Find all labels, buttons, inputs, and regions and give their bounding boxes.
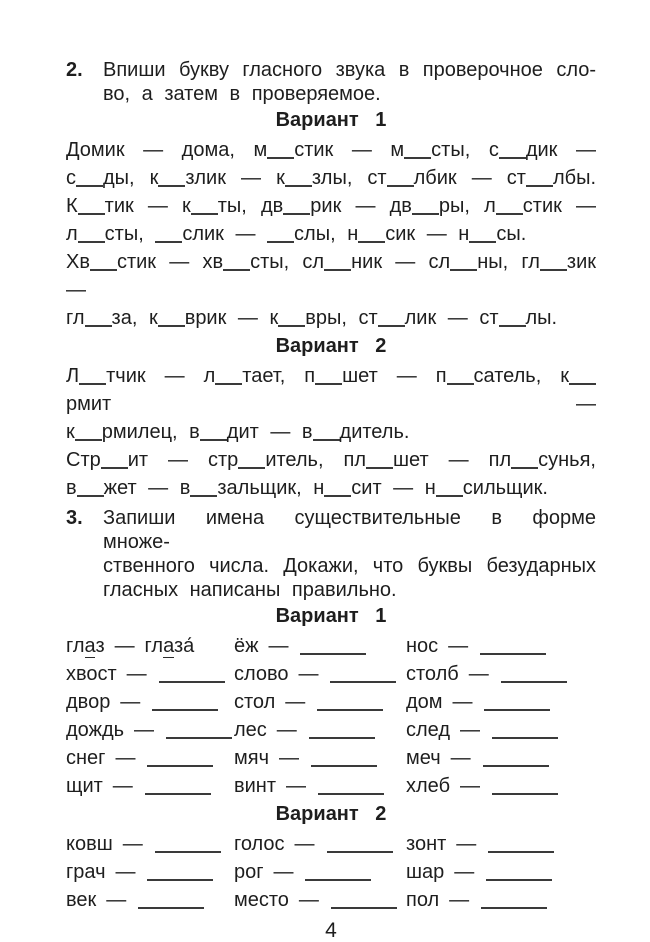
source-word: след: [406, 719, 451, 741]
fill-in-blank[interactable]: [158, 174, 185, 187]
fill-in-blank[interactable]: [366, 456, 393, 469]
fill-in-blank[interactable]: [496, 202, 523, 215]
fill-in-blank[interactable]: [499, 314, 526, 327]
fill-in-blank[interactable]: [190, 484, 217, 497]
dash: —: [278, 747, 299, 769]
example-word-part: з: [95, 635, 105, 657]
page-number: 4: [325, 919, 337, 942]
fill-in-blank[interactable]: [283, 202, 310, 215]
answer-blank[interactable]: [318, 782, 384, 795]
answer-blank[interactable]: [317, 698, 383, 711]
fill-in-blank[interactable]: [267, 146, 294, 159]
dash: —: [268, 635, 289, 657]
underlined-vowel: а: [84, 635, 96, 657]
dash: —: [126, 663, 147, 685]
exercise-3-variant-2-grid: [66, 830, 596, 914]
source-word: ёж: [234, 635, 259, 657]
fill-in-blank[interactable]: [75, 428, 102, 441]
dash: —: [452, 691, 473, 713]
fill-in-blank[interactable]: [315, 372, 342, 385]
fill-in-blank[interactable]: [191, 202, 218, 215]
source-word: место: [234, 889, 289, 911]
answer-blank[interactable]: [492, 726, 558, 739]
answer-blank[interactable]: [305, 868, 371, 881]
answer-blank[interactable]: [145, 782, 211, 795]
fill-in-blank[interactable]: [238, 456, 265, 469]
exercise-3-instruction-text: [103, 506, 596, 602]
source-word: грач: [66, 861, 106, 883]
variant-2-column-3: [406, 830, 596, 914]
source-word: двор: [66, 691, 111, 713]
fill-in-blank[interactable]: [278, 314, 305, 327]
fill-in-blank[interactable]: [469, 230, 496, 243]
fill-in-blank[interactable]: [313, 428, 340, 441]
word-pair-row: [234, 858, 406, 886]
source-word: ковш: [66, 833, 113, 855]
dash: —: [115, 861, 136, 883]
dash: —: [122, 833, 143, 855]
answer-blank[interactable]: [331, 896, 397, 909]
answer-blank[interactable]: [138, 896, 204, 909]
fill-in-blank[interactable]: [526, 174, 553, 187]
fill-in-blank[interactable]: [85, 314, 112, 327]
source-word: меч: [406, 747, 441, 769]
word-pair-row: [66, 660, 234, 688]
dash: —: [298, 889, 319, 911]
answer-blank[interactable]: [309, 726, 375, 739]
answer-blank[interactable]: [147, 868, 213, 881]
source-word: зонт: [406, 833, 447, 855]
word-list: [66, 660, 234, 800]
source-word: дом: [406, 691, 443, 713]
fill-in-blank[interactable]: [158, 314, 185, 327]
word-pair-row: [234, 886, 406, 914]
dash: —: [115, 747, 136, 769]
fill-in-blank[interactable]: [436, 484, 463, 497]
fill-in-blank[interactable]: [215, 372, 242, 385]
dash: —: [112, 775, 133, 797]
answer-blank[interactable]: [155, 840, 221, 853]
source-word: столб: [406, 663, 459, 685]
answer-blank[interactable]: [488, 840, 554, 853]
text-line: Впиши букву гласного звука в проверочное сло-: [103, 59, 596, 81]
variant-1-column-2: [234, 632, 406, 800]
dash: —: [454, 861, 475, 883]
source-word: пол: [406, 889, 440, 911]
fill-in-blank[interactable]: [387, 174, 414, 187]
dash: —: [134, 719, 155, 741]
example-word-part: гл: [66, 635, 85, 657]
word-pair-row: [66, 688, 234, 716]
exercise-3-variant-2-heading: Вариант 2: [275, 803, 387, 825]
word-pair-row: [66, 716, 234, 744]
text-line: с ды, к злик — к злы, ст лбик — ст лбы.: [66, 167, 596, 189]
source-word: голос: [234, 833, 285, 855]
answer-blank[interactable]: [327, 840, 393, 853]
fill-in-blank[interactable]: [285, 174, 312, 187]
source-word: хлеб: [406, 775, 451, 797]
fill-in-blank[interactable]: [101, 456, 128, 469]
word-pair-row: [406, 688, 596, 716]
text-line: к рмилец, в дит — в дитель.: [66, 421, 410, 443]
dash: —: [120, 691, 141, 713]
fill-in-blank[interactable]: [78, 230, 105, 243]
word-pair-row: [406, 858, 596, 886]
variant-1-column-1: [66, 632, 234, 800]
word-pair-row: [234, 660, 406, 688]
answer-blank[interactable]: [330, 670, 396, 683]
dash: —: [114, 635, 135, 657]
word-pair-row: [66, 886, 234, 914]
word-pair-row: [406, 660, 596, 688]
source-word: винт: [234, 775, 277, 797]
fill-in-blank[interactable]: [447, 372, 474, 385]
text-line: в жет — в зальщик, н сит — н сильщик.: [66, 477, 548, 499]
exercise-3-variant-1-heading: Вариант 1: [275, 605, 387, 627]
text-line: во, а затем в проверяемое.: [103, 83, 381, 105]
source-word: дождь: [66, 719, 125, 741]
source-word: снег: [66, 747, 106, 769]
answer-blank[interactable]: [483, 754, 549, 767]
answer-blank[interactable]: [147, 754, 213, 767]
word-pair-row: [66, 858, 234, 886]
source-word: шар: [406, 861, 445, 883]
word-pair-row: [406, 632, 596, 660]
word-pair-row: [406, 744, 596, 772]
word-pair-row: [66, 830, 234, 858]
fill-in-blank[interactable]: [78, 202, 105, 215]
dash: —: [294, 833, 315, 855]
fill-in-blank[interactable]: [76, 174, 103, 187]
exercise-2-variant-2-lines: [66, 362, 596, 502]
dash: —: [449, 889, 470, 911]
exercise-2-variant-1-lines: [66, 136, 596, 332]
dash: —: [298, 663, 319, 685]
source-word: нос: [406, 635, 439, 657]
exercise-2-variant-1-heading: Вариант 1: [275, 109, 387, 131]
word-pair-row: [234, 632, 406, 660]
source-word: стол: [234, 691, 276, 713]
text-line: Стр ит — стр итель, пл шет — пл сунья,: [66, 449, 596, 471]
underlined-vowel: а: [163, 635, 174, 657]
text-line: ственного числа. Докажи, что буквы безударных: [103, 555, 596, 577]
word-pair-row: [234, 688, 406, 716]
word-pair-row: [234, 716, 406, 744]
dash: —: [468, 663, 489, 685]
dash: —: [273, 861, 294, 883]
fill-in-blank[interactable]: [412, 202, 439, 215]
answer-blank[interactable]: [152, 698, 218, 711]
exercise-3-number: 3.: [66, 507, 83, 529]
fill-in-blank[interactable]: [77, 484, 104, 497]
exercise-2-instruction-text: [103, 58, 596, 106]
answer-blank[interactable]: [159, 670, 225, 683]
dash: —: [276, 719, 297, 741]
fill-in-blank[interactable]: [155, 230, 182, 243]
answer-blank[interactable]: [484, 698, 550, 711]
word-pair-row: [406, 886, 596, 914]
exercise-3-instruction: [66, 506, 596, 602]
answer-blank[interactable]: [501, 670, 567, 683]
dash: —: [450, 747, 471, 769]
fill-in-blank[interactable]: [324, 484, 351, 497]
dash: —: [285, 775, 306, 797]
fill-in-blank[interactable]: [90, 258, 117, 271]
example-word-part: за́: [173, 635, 195, 657]
fill-in-blank[interactable]: [223, 258, 250, 271]
source-word: слово: [234, 663, 289, 685]
text-line: Л тчик — л тает, п шет — п сатель, крмит —: [66, 365, 596, 415]
word-pair-row: [406, 830, 596, 858]
fill-in-blank[interactable]: [79, 372, 106, 385]
word-pair-row: [406, 716, 596, 744]
exercise-2-number: 2.: [66, 59, 83, 81]
dash: —: [106, 889, 127, 911]
variant-1-column-3: [406, 632, 596, 800]
example-word-pair: [66, 632, 234, 660]
fill-in-blank[interactable]: [540, 258, 567, 271]
dash: —: [460, 775, 480, 797]
fill-in-blank[interactable]: [378, 314, 405, 327]
answer-blank[interactable]: [166, 726, 232, 739]
fill-in-blank[interactable]: [358, 230, 385, 243]
fill-in-blank[interactable]: [511, 456, 538, 469]
fill-in-blank[interactable]: [499, 146, 526, 159]
text-line: гласных написаны правильно.: [103, 579, 397, 601]
exercise-2-variant-2-heading: Вариант 2: [275, 335, 387, 357]
answer-blank[interactable]: [486, 868, 552, 881]
source-word: лес: [234, 719, 267, 741]
word-pair-row: [406, 772, 596, 800]
answer-blank[interactable]: [481, 896, 547, 909]
word-pair-row: [234, 772, 406, 800]
text-line: Домик — дома, м стик — м сты, с дик —: [66, 139, 596, 161]
fill-in-blank[interactable]: [450, 258, 477, 271]
example-word-part: гл: [144, 635, 164, 657]
source-word: щит: [66, 775, 103, 797]
source-word: век: [66, 889, 97, 911]
exercise-3-variant-1-grid: [66, 632, 596, 800]
word-pair-row: [234, 744, 406, 772]
text-line: Запиши имена существительные в форме множе-: [103, 507, 596, 553]
fill-in-blank[interactable]: [569, 372, 596, 385]
dash: —: [285, 691, 306, 713]
answer-blank[interactable]: [311, 754, 377, 767]
variant-2-column-2: [234, 830, 406, 914]
text-line: К тик — к ты, дв рик — дв ры, л стик —: [66, 195, 597, 217]
source-word: мяч: [234, 747, 269, 769]
fill-in-blank[interactable]: [200, 428, 227, 441]
word-pair-row: [66, 744, 234, 772]
text-line: гл за, к врик — к вры, ст лик — ст лы.: [66, 307, 558, 329]
variant-2-column-1: [66, 830, 234, 914]
exercise-2-instruction: [66, 58, 596, 106]
dash: —: [448, 635, 469, 657]
text-line: Хв стик — хв сты, сл ник — сл ны, гл зик —: [66, 251, 597, 301]
word-pair-row: [234, 830, 406, 858]
source-word: рог: [234, 861, 264, 883]
fill-in-blank[interactable]: [267, 230, 294, 243]
fill-in-blank[interactable]: [404, 146, 431, 159]
word-pair-row: [66, 772, 234, 800]
answer-blank[interactable]: [300, 642, 366, 655]
answer-blank[interactable]: [480, 642, 546, 655]
fill-in-blank[interactable]: [324, 258, 351, 271]
text-line: л сты, слик — слы, н сик — н сы.: [66, 223, 527, 245]
answer-blank[interactable]: [492, 782, 558, 795]
source-word: хвост: [66, 663, 117, 685]
dash: —: [456, 833, 477, 855]
dash: —: [460, 719, 480, 741]
